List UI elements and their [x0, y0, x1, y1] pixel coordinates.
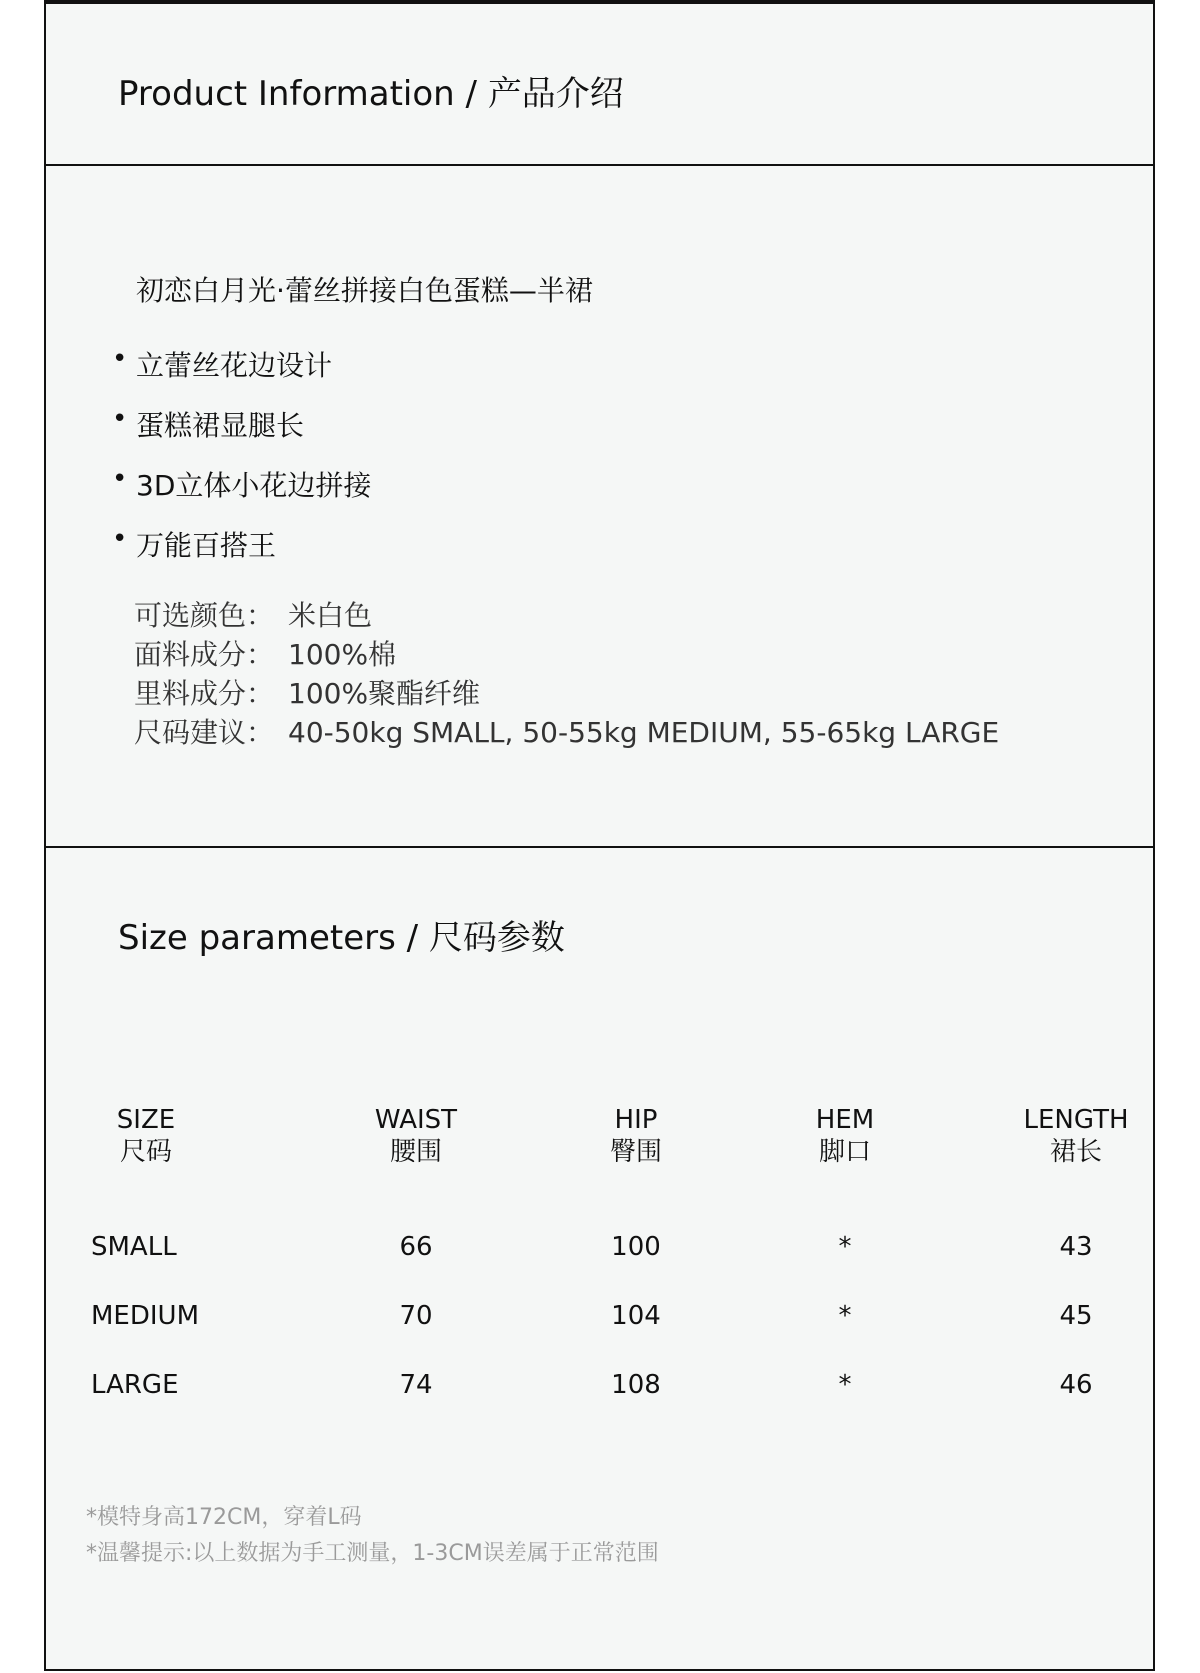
header-waist [346, 1104, 486, 1168]
cell-size: LARGE [91, 1370, 179, 1400]
section-divider [46, 846, 1153, 848]
feature-text: 立蕾丝花边设计 [136, 349, 333, 382]
bullet-icon: • [112, 524, 128, 554]
notes [86, 1500, 659, 1572]
header-hip [586, 1104, 686, 1168]
header-length [996, 1104, 1156, 1168]
header-size [106, 1104, 186, 1168]
spec-label: 尺码建议： [134, 716, 275, 749]
header-en: WAIST [374, 1105, 458, 1135]
product-info-title-en: Product Information [118, 74, 455, 114]
size-params-title-en: Size parameters [118, 918, 396, 958]
cell-size: SMALL [91, 1232, 177, 1262]
feature-text: 蛋糕裙显腿长 [136, 409, 305, 442]
spec-list [134, 594, 999, 750]
feature-text: 3D立体小花边拼接 [136, 469, 372, 502]
header-en: HEM [815, 1105, 875, 1135]
product-info-title-cn: 产品介绍 [487, 74, 624, 114]
note-measure: *温馨提示:以上数据为手工测量，1-3CM误差属于正常范围 [86, 1541, 659, 1566]
header-hem [795, 1104, 895, 1168]
bullet-icon: • [112, 404, 128, 434]
product-detail-card [44, 0, 1155, 1671]
title-separator: / [465, 74, 477, 114]
title-separator: / [406, 918, 419, 958]
section-divider [46, 164, 1153, 166]
bullet-icon: • [112, 344, 128, 374]
header-en: HIP [614, 1105, 658, 1135]
spec-value: 100%聚酯纤维 [288, 677, 481, 710]
feature-item [112, 344, 371, 404]
product-name: 初恋白月光·蕾丝拼接白色蛋糕—半裙 [136, 274, 593, 307]
spec-label: 可选颜色： [134, 599, 275, 632]
spec-label: 面料成分： [134, 638, 275, 671]
spec-value: 40-50kg SMALL, 50-55kg MEDIUM, 55-65kg LARGE [288, 716, 1000, 749]
spec-row-fabric [134, 633, 999, 672]
header-en: LENGTH [1023, 1105, 1129, 1135]
bullet-icon: • [112, 464, 128, 494]
size-params-title [118, 910, 565, 959]
cell-hem: * [838, 1370, 852, 1400]
spec-row-lining [134, 672, 999, 711]
header-cn: 脚口 [818, 1137, 871, 1167]
cell-length: 46 [1059, 1370, 1093, 1400]
spec-value: 米白色 [288, 599, 373, 632]
feature-item [112, 404, 371, 464]
cell-hip: 104 [611, 1301, 661, 1331]
cell-waist: 74 [399, 1370, 433, 1400]
note-model: *模特身高172CM，穿着L码 [86, 1505, 362, 1530]
product-info-title [118, 66, 624, 115]
cell-waist: 70 [399, 1301, 433, 1331]
feature-list [112, 344, 371, 584]
spec-row-color [134, 594, 999, 633]
cell-hem: * [838, 1301, 852, 1331]
feature-text: 万能百搭王 [136, 529, 277, 562]
cell-hem: * [838, 1232, 852, 1262]
header-en: SIZE [116, 1105, 176, 1135]
size-params-title-cn: 尺码参数 [428, 918, 565, 958]
header-cn: 臀围 [609, 1137, 662, 1167]
feature-item [112, 524, 371, 584]
cell-size: MEDIUM [91, 1301, 200, 1331]
cell-waist: 66 [399, 1232, 433, 1262]
spec-value: 100%棉 [288, 638, 397, 671]
feature-item [112, 464, 371, 524]
header-cn: 裙长 [1049, 1137, 1102, 1167]
cell-length: 45 [1059, 1301, 1093, 1331]
header-cn: 腰围 [389, 1137, 442, 1167]
cell-hip: 108 [611, 1370, 661, 1400]
cell-length: 43 [1059, 1232, 1093, 1262]
cell-hip: 100 [611, 1232, 661, 1262]
spec-label: 里料成分： [134, 677, 275, 710]
spec-row-size-advice [134, 711, 999, 750]
header-cn: 尺码 [119, 1137, 172, 1167]
